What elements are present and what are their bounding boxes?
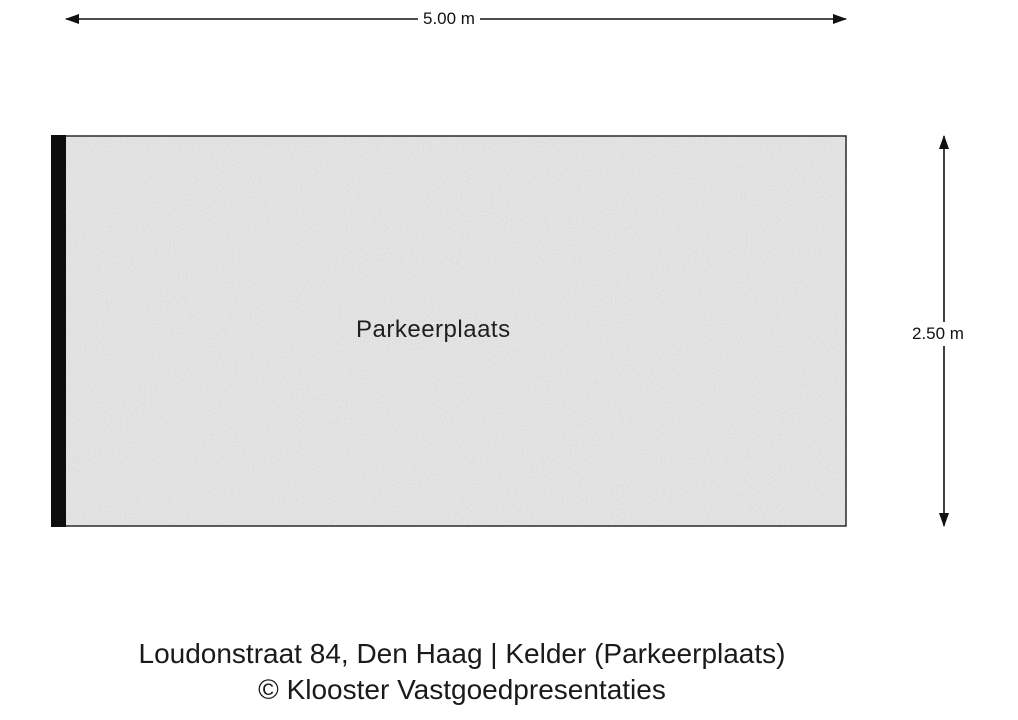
left-wall xyxy=(51,135,66,527)
height-dimension-label: 2.50 m xyxy=(910,322,966,346)
caption-address: Loudonstraat 84, Den Haag | Kelder (Parkeerplaats) xyxy=(138,638,786,669)
caption-copyright: © Klooster Vastgoedpresentaties xyxy=(258,674,666,705)
room-label: Parkeerplaats xyxy=(356,316,511,343)
caption xyxy=(0,636,924,708)
width-dimension-label: 5.00 m xyxy=(418,9,480,29)
